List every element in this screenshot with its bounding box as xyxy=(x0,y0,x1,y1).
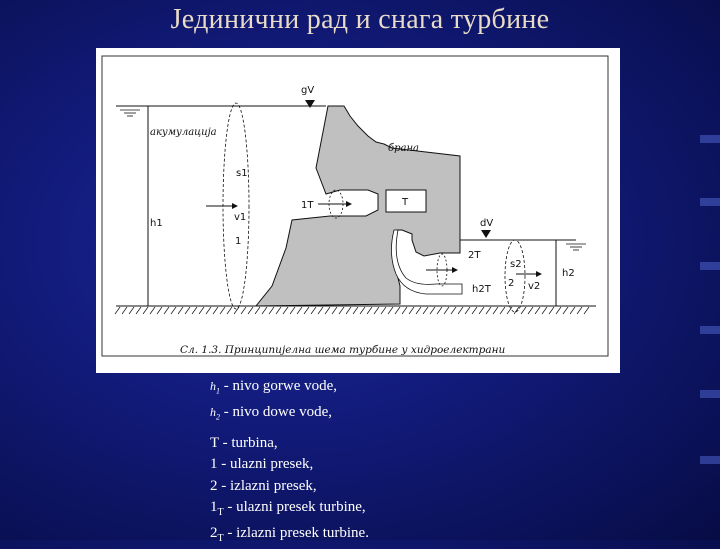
figure-caption: Сл. 1.3. Принципијелна шема турбине у хидроелектрани xyxy=(180,344,506,356)
hatch-mark xyxy=(535,307,540,314)
legend-1t-text: - ulazni presek turbine, xyxy=(223,498,366,515)
hatch-mark xyxy=(493,307,498,314)
hatch-mark xyxy=(178,307,183,314)
legend-h1-symbol: h xyxy=(210,379,216,393)
section-2t-label: 2T xyxy=(468,250,481,261)
h2t-label: h2T xyxy=(472,284,491,295)
brana-label: брана xyxy=(388,143,420,154)
hatch-mark xyxy=(143,307,148,314)
section-2-label: 2 xyxy=(508,278,515,289)
gv-label: gV xyxy=(301,85,315,96)
hatch-mark xyxy=(157,307,162,314)
hatch-mark xyxy=(122,307,127,314)
hatch-mark xyxy=(269,307,274,314)
hatch-mark xyxy=(570,307,575,314)
dv-label: dV xyxy=(480,218,494,229)
hatch-mark xyxy=(255,307,260,314)
legend-item-section-1t xyxy=(210,497,530,523)
hatch-mark xyxy=(416,307,421,314)
hatch-mark xyxy=(220,307,225,314)
hatch-mark xyxy=(206,307,211,314)
legend-item-section-2: 2 - izlazni presek, xyxy=(210,477,317,494)
hatch-mark xyxy=(136,307,141,314)
hatch-mark xyxy=(451,307,456,314)
hatch-mark xyxy=(402,307,407,314)
hatch-mark xyxy=(479,307,484,314)
hatch-mark xyxy=(500,307,505,314)
section-2-ellipse xyxy=(505,240,525,312)
hatch-mark xyxy=(171,307,176,314)
dv-arrow-icon xyxy=(481,230,491,238)
hatch-mark xyxy=(381,307,386,314)
hatch-mark xyxy=(185,307,190,314)
h2-label: h2 xyxy=(562,268,575,279)
legend-2t-num: 2 xyxy=(210,525,218,541)
hatch-mark xyxy=(430,307,435,314)
hatch-mark xyxy=(472,307,477,314)
decor-stripe xyxy=(700,326,720,334)
hatch-mark xyxy=(556,307,561,314)
legend-h2-symbol: h xyxy=(210,404,216,419)
hatch-mark xyxy=(283,307,288,314)
hatch-mark xyxy=(367,307,372,314)
hatch-mark xyxy=(549,307,554,314)
legend-2t-text: - izlazni presek turbine. xyxy=(223,525,369,541)
decor-stripe xyxy=(700,390,720,398)
hatch-mark xyxy=(227,307,232,314)
hatch-mark xyxy=(332,307,337,314)
hatch-mark xyxy=(409,307,414,314)
legend-h1-sub: 1 xyxy=(216,386,220,396)
hatch-mark xyxy=(129,307,134,314)
legend-h1-text: - nivo gorwe vode, xyxy=(220,378,338,394)
turbine-label: T xyxy=(402,197,409,208)
legend-item-h1 xyxy=(210,376,530,402)
decor-stripe xyxy=(700,198,720,206)
s2-label: s2 xyxy=(510,259,522,270)
hatch-mark xyxy=(423,307,428,314)
hatch-mark xyxy=(563,307,568,314)
legend-1t-num: 1 xyxy=(210,498,218,515)
legend-h2-text: - nivo dowe vode, xyxy=(220,403,333,420)
hatch-mark xyxy=(577,307,582,314)
hatch-mark xyxy=(276,307,281,314)
hatch-mark xyxy=(297,307,302,314)
hatch-mark xyxy=(241,307,246,314)
decor-stripe xyxy=(700,135,720,143)
decor-stripe xyxy=(700,456,720,464)
section-1t-label: 1T xyxy=(301,200,314,211)
hatch-mark xyxy=(318,307,323,314)
v1t-arrow-icon xyxy=(346,201,352,207)
hatch-mark xyxy=(542,307,547,314)
hatch-mark xyxy=(199,307,204,314)
legend-1t-sub: T xyxy=(217,506,224,518)
v2t-arrow-icon xyxy=(452,267,458,273)
hatch-mark xyxy=(521,307,526,314)
hatch-mark xyxy=(248,307,253,314)
gv-arrow-icon xyxy=(305,100,315,108)
v2-label: v2 xyxy=(528,281,541,292)
v1-arrow-icon xyxy=(232,203,238,209)
decor-stripe xyxy=(700,262,720,270)
s1-label: s1 xyxy=(236,168,248,179)
turbine-scheme-figure xyxy=(96,48,620,373)
legend-item-turbine: T - turbina, xyxy=(210,435,278,452)
h1-label: h1 xyxy=(150,218,163,229)
hatch-mark xyxy=(388,307,393,314)
section-1-label: 1 xyxy=(235,236,242,247)
hatch-mark xyxy=(584,307,589,314)
hatch-mark xyxy=(262,307,267,314)
hatch-mark xyxy=(164,307,169,314)
legend xyxy=(210,376,530,549)
hatch-mark xyxy=(311,307,316,314)
akumulacija-label: акумулација xyxy=(150,127,217,138)
hatch-mark xyxy=(507,307,512,314)
hatch-mark xyxy=(458,307,463,314)
hatch-mark xyxy=(346,307,351,314)
hatch-mark xyxy=(353,307,358,314)
hatch-mark xyxy=(304,307,309,314)
hatch-mark xyxy=(192,307,197,314)
hatch-mark xyxy=(395,307,400,314)
hatch-mark xyxy=(325,307,330,314)
hatch-mark xyxy=(374,307,379,314)
hatch-mark xyxy=(115,307,120,314)
v2-arrow-icon xyxy=(536,271,542,277)
hatch-mark xyxy=(360,307,365,314)
hatch-mark xyxy=(444,307,449,314)
hatch-mark xyxy=(486,307,491,314)
v1-label: v1 xyxy=(234,212,247,223)
legend-item-h2 xyxy=(210,402,530,428)
legend-h2-sub: 2 xyxy=(216,411,220,421)
legend-item-section-2t xyxy=(210,523,530,549)
hatch-mark xyxy=(528,307,533,314)
turbine-scheme-drawing xyxy=(96,48,620,373)
hatch-mark xyxy=(465,307,470,314)
hatch-mark xyxy=(339,307,344,314)
legend-item-section-1: 1 - ulazni presek, xyxy=(210,456,314,473)
legend-2t-sub: T xyxy=(217,533,224,544)
hatch-mark xyxy=(290,307,295,314)
hatch-mark xyxy=(213,307,218,314)
hatch-mark xyxy=(437,307,442,314)
slide-title: Јединични рад и снага турбине xyxy=(170,4,550,35)
hatch-mark xyxy=(150,307,155,314)
dam-body xyxy=(256,106,460,306)
